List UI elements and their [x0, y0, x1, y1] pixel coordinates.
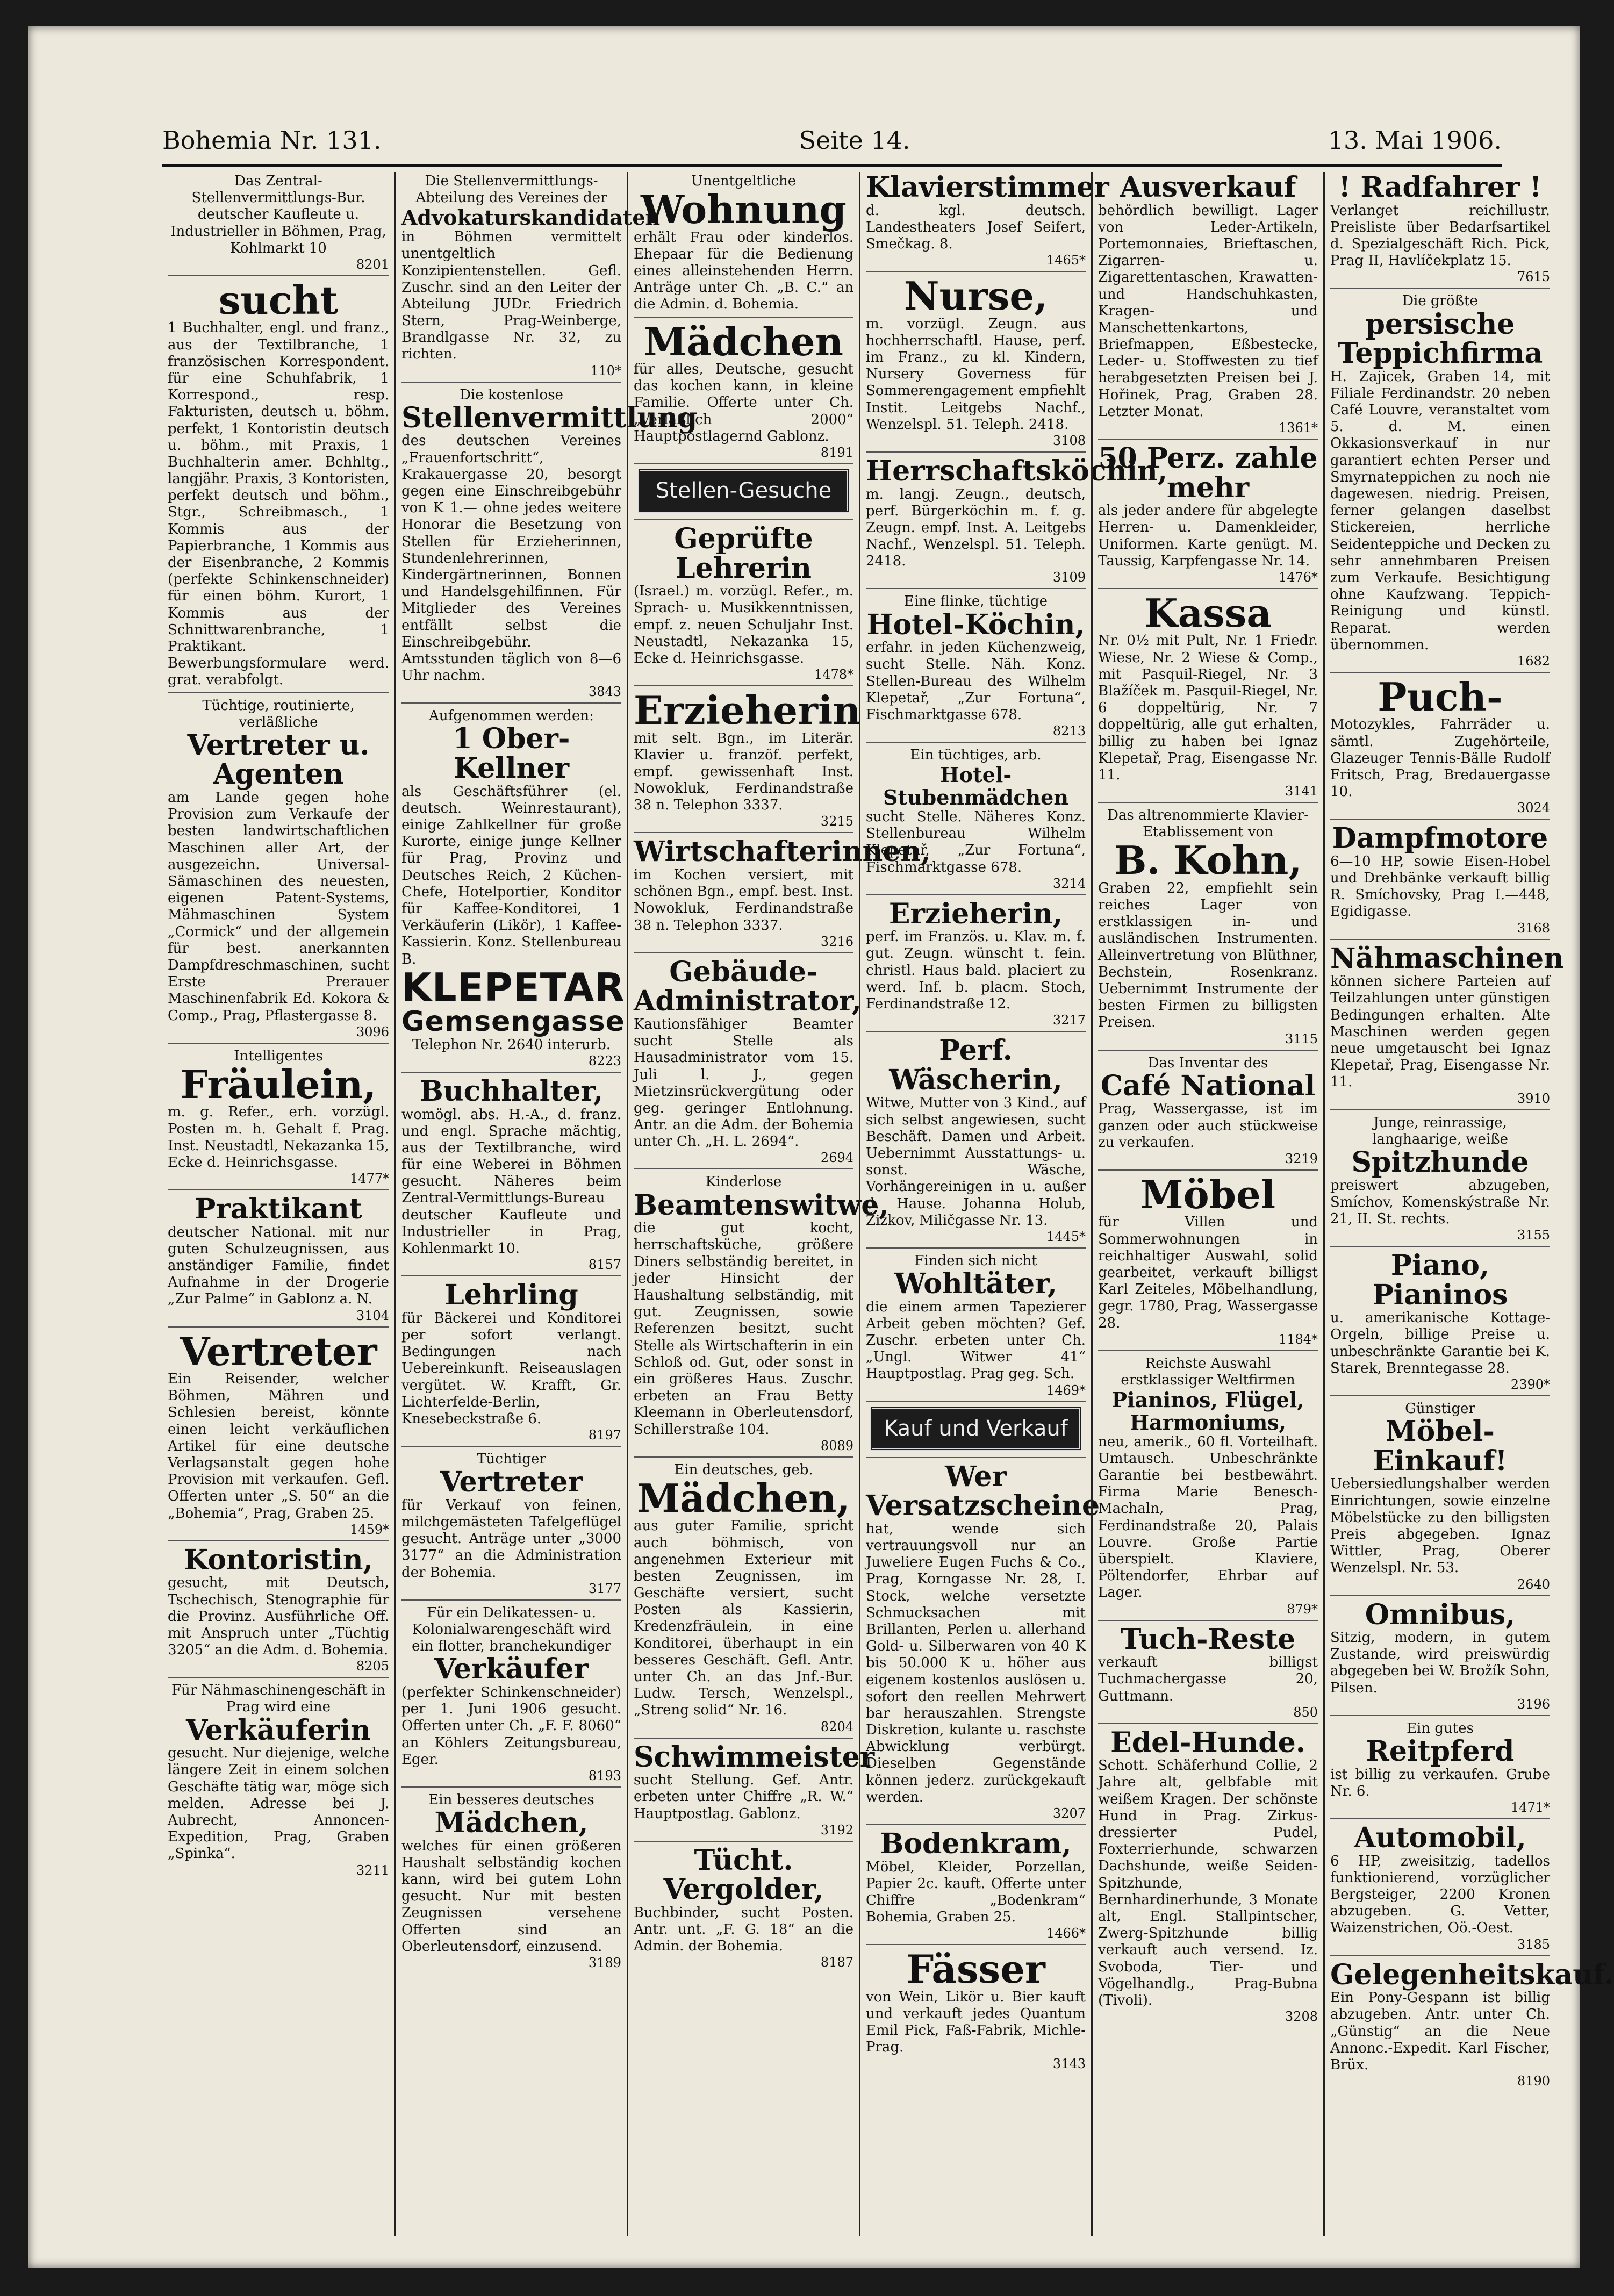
classified-ad [1098, 1055, 1318, 1171]
classified-ad [401, 1281, 621, 1447]
ad-column-2 [394, 172, 698, 2236]
ad-num: 3215 [820, 814, 853, 829]
ad-num: 879* [1287, 1601, 1318, 1617]
classified-ad [866, 1946, 1086, 2074]
ad-column-3 [627, 172, 931, 2236]
classified-ad [1330, 1251, 1550, 1396]
ad-num: 3196 [1517, 1696, 1550, 1712]
ad-num: 8157 [588, 1257, 621, 1273]
ad-h2: Nähmaschinen [1330, 942, 1564, 975]
classified-ad [1098, 807, 1318, 1051]
ad-h2: persische Teppichfirma [1337, 307, 1543, 370]
classified-ad [1098, 590, 1318, 803]
ad-h2: ! Radfahrer ! [1338, 171, 1542, 204]
classified-ad [634, 1740, 875, 1842]
ad-pre: Aufgenommen werden: [429, 708, 594, 724]
ad-body: im Kochen versiert, mit schönen Bgn., empf. best. Inst. Nowokluk, Ferdinandstraße 38 n. Telephon 3337. [634, 867, 853, 934]
ad-h1: Wohnung [641, 186, 847, 233]
ad-h2: Perf. Wäscherin, [889, 1034, 1063, 1096]
ad-body: von Wein, Likör u. Bier kauft und verkauft jedes Quantum Emil Pick, Faß-Fabrik, Michle-Prag. [866, 1989, 1086, 2056]
classified-ad [1330, 293, 1550, 673]
ad-body: Ein Pony-Gespann ist billig abzugeben. Antr. unter Ch. „Günstig“ an die Neue Annonc.-Expedit. Karl Fischer, Brüx. [1330, 1990, 1550, 2073]
ad-body: welches für einen größeren Haushalt selbständig kochen kann, wird bei gutem Lohn gesucht. Nur mit besten Zeugnissen versehene Offerten sind an Oberleutensdorf, einzusend. [401, 1838, 621, 1955]
classified-ad [866, 454, 1167, 590]
ad-pre: Finden sich nicht [914, 1252, 1037, 1269]
ad-h2: 1 Ober-Kellner [453, 722, 570, 785]
ad-body: für alles, Deutsche, gesucht das kochen kann, in kleine Familie. Offerte unter Ch. „Verläßlich 2000“ Hauptpostlagernd Gablonz. [634, 361, 853, 444]
ad-column-5 [1091, 172, 1323, 2236]
ad-num: 3108 [1052, 433, 1086, 448]
ad-h2: Buchhalter, [419, 1074, 604, 1108]
ad-h1: Nurse, [903, 273, 1048, 319]
ad-num: 3141 [1285, 784, 1318, 799]
ad-h2: Wer Versatzscheine [866, 1460, 1100, 1523]
ad-body: für Bäckerei und Konditorei per sofort verlangt. Bedingungen nach Uebereinkunft. Reiseauslagen vergütet. W. Krafft, Gr. Lichterfelde-Berlin, Knesebeckstraße 6. [401, 1310, 621, 1427]
ad-h2: 50 Perz. zahle mehr [1098, 442, 1318, 504]
ad-h2: Tuch-Reste [1120, 1623, 1296, 1656]
page-number: Seite 14. [799, 126, 910, 155]
classified-ad [168, 1195, 389, 1328]
ad-pre: Für Nähmaschinengeschäft in Prag wird eine [171, 1682, 386, 1716]
classified-ad [1330, 1821, 1550, 1956]
ad-body: gesucht, mit Deutsch, Tschechisch, Stenographie für die Provinz. Ausführliche Off. mit Anspruch unter „Tüchtig 3205“ an die Adm. d. Bohemia. [168, 1575, 389, 1659]
ad-num: 1459* [349, 1522, 389, 1537]
ad-body: m. langj. Zeugn., deutsch, perf. Bürgerköchin m. f. g. Zeugn. empf. Inst. A. Leitgebs Nachf., Wenzelspl. 51. Teleph. 2418. [866, 486, 1086, 570]
classified-ad [168, 1048, 389, 1190]
ad-pre: Günstiger [1405, 1401, 1475, 1417]
ad-h2: Automobil, [1354, 1821, 1526, 1854]
classified-ad [866, 593, 1086, 743]
ad-h1: Erzieherin [634, 687, 861, 734]
classified-ad [866, 747, 1086, 895]
ad-body: preiswert abzugeben, Smíchov, Komenskýstraße Nr. 21, II. St. rechts. [1330, 1177, 1550, 1227]
ad-pre: Eine flinke, tüchtige [903, 593, 1048, 610]
ad-h2: Stellenvermittlung [401, 401, 698, 434]
ad-pre: Tüchtiger [477, 1451, 546, 1468]
ad-pre: Junge, reinrassige, langhaarige, weiße [1372, 1114, 1508, 1147]
ad-body: gesucht. Nur diejenige, welche längere Zeit in einem solchen Geschäfte tätig war, möge sich melden. Adresse bei J. Aubrecht, Annoncen-Expedition, Prag, Graben „Spinka“. [168, 1745, 389, 1862]
ad-num: 1471* [1510, 1800, 1550, 1815]
ad-num: 8191 [820, 444, 853, 460]
ad-tail: Telephon Nr. 2640 interurb. [412, 1036, 611, 1053]
classified-columns [162, 171, 1614, 2236]
ad-body: als Geschäftsführer (el. deutsch. Weinrestaurant), einige Zahlkellner für große Kurorte, einige junge Kellner für Prag, Provinz und Deutsches Reich, 2 Küchen-Chefe, Hotelportier, Konditor für Kaffee-Konditorei, 1 Verkäuferin (Likör), 1 Kaffee-Kassierin. Konz. Stellenbureau B. [401, 783, 621, 967]
ad-body: 6—10 HP, sowie Eisen-Hobel und Drehbänke verkauft billig R. Smíchovsky, Prag I.—448, Egidigasse. [1330, 853, 1550, 920]
ad-num: 8089 [820, 1438, 853, 1453]
newspaper-page [28, 26, 1614, 2268]
ad-pre: Kinderlose [705, 1174, 782, 1190]
ad-body: Graben 22, empfiehlt sein reiches Lager von erstklassigen in- und ausländischen Instrumenten. Alleinvertretung von Blüthner, Bechstein, Rosenkranz. Uebernimmt Instrumente der besten Firmen zu billigsten Preisen. [1098, 880, 1318, 1031]
classified-ad [401, 1451, 621, 1601]
ad-num: 8204 [820, 1719, 853, 1734]
page-header [162, 121, 1502, 159]
classified-ad [866, 1253, 1086, 1402]
ad-num: 3189 [588, 1955, 621, 1971]
ad-h2: Dampfmotore [1332, 822, 1548, 855]
classified-ad [866, 1829, 1086, 1945]
classified-ad [401, 1074, 621, 1276]
classified-ad [1330, 942, 1564, 1110]
ad-num: 8193 [588, 1768, 621, 1783]
classified-ad [634, 1174, 889, 1457]
ad-body: Möbel, Kleider, Porzellan, Papier 2c. kauft. Offerte unter Chiffre „Bodenkram“ Bohemia, Graben 25. [866, 1859, 1086, 1926]
ad-h2: Geprüfte Lehrerin [674, 522, 813, 585]
classified-ad [634, 1462, 853, 1739]
ad-body: für Verkauf von feinen, milchgemästeten Tafelgeflügel gesucht. Anträge unter „3000 3177“ an die Administration der Bohemia. [401, 1497, 621, 1581]
ad-num: 3155 [1517, 1228, 1550, 1243]
ad-pre: Für ein Delikatessen- u. Kolonialwarengeschäft wird ein flotter, branchekundiger [412, 1604, 611, 1655]
ad-pre: Unentgeltliche [691, 173, 797, 189]
classified-ad [168, 1328, 389, 1541]
classified-ad [634, 173, 853, 318]
ad-num: 1477* [349, 1171, 389, 1187]
classified-ad [168, 277, 389, 693]
ad-h2: Gelegenheitskauf. [1330, 1958, 1614, 1991]
ad-h3: Pianinos, Flügel, Harmoniums, [1111, 1388, 1304, 1434]
ad-body: Ein Reisender, welcher Böhmen, Mähren und Schlesien bereist, könnte einen leicht verkäuflichen Artikel für eine deutsche Verlagsanstalt gegen hohe Provision mit verkaufen. Gefl. Offerten unter „S. 50“ an die „Bohemia“, Prag, Graben 25. [168, 1371, 389, 1522]
ad-h2: Praktikant [195, 1193, 362, 1226]
ad-h2: Erzieherin, [888, 897, 1063, 930]
ad-num: 110* [590, 363, 621, 378]
ad-h2: Gebäude-Administrator, [634, 955, 862, 1018]
ad-body: Nr. 0½ mit Pult, Nr. 1 Friedr. Wiese, Nr. 2 Wiese & Comp., mit Pasquil-Riegel, Nr. 3 Blažíček m. Pasquil-Riegel, Nr. 6 doppeltürig, Nr. 7 doppeltürig, alle gut erhalten, billig zu haben bei Ignaz Klepetař, Prag, Eisengasse Nr. 11. [1098, 633, 1318, 783]
ad-body: m. g. Refer., erh. vorzügl. Posten m. h. Gehalt f. Prag. Inst. Neustadtl, Nekazanka 15, Ecke d. Heinrichsgasse. [168, 1104, 389, 1171]
ad-body: erhält Frau oder kinderlos. Ehepaar für die Bedienung eines alleinstehenden Herrn. Anträge unter Ch. „B. C.“ an die Admin. d. Bohemia. [634, 229, 853, 313]
issue-number: Bohemia Nr. 131. [162, 126, 382, 155]
ad-h2: Mädchen, [434, 1806, 589, 1840]
ad-body: Prag, Wassergasse, ist im ganzen oder auch stückweise zu verkaufen. [1098, 1101, 1318, 1151]
ad-body: Schott. Schäferhund Collie, 2 Jahre alt, gelbfable mit weißem Kragen. Der schönste Hund in Prag. Zirkus-dressierter Pudel, Foxterrierhunde, schwarzen Dachshunde, weiße Seiden-Spitzhunde, Bernhardinerhunde, 3 Monate alt, Engl. Stallpintscher, Zwerg-Spitzhunde billig verkauft auch versend. Iz. Svoboda, Tier- und Vögelhandlg., Prag-Bubna (Tivoli). [1098, 1757, 1318, 2008]
ad-pre: Reichste Auswahl erstklassiger Weltfirmen [1121, 1355, 1295, 1388]
ad-num: 1682 [1517, 653, 1550, 669]
ad-num: 3109 [1052, 570, 1086, 585]
ad-pre: Tüchtige, routinierte, verläßliche [202, 697, 355, 730]
classified-ad [634, 469, 853, 520]
classified-ad [866, 273, 1086, 453]
ad-body: deutscher National. mit nur guten Schulzeugnissen, aus anständiger Familie, findet Aufnahme in der Drogerie „Zur Palme“ in Gablonz a. N. [168, 1224, 389, 1308]
ad-num: 3216 [820, 934, 853, 949]
ad-num: 1466* [1046, 1926, 1086, 1941]
ad-h2: Schwimmeister [634, 1740, 875, 1774]
ad-body: verkauft billigst Tuchmachergasse 20, Guttmann. [1098, 1654, 1318, 1704]
classified-ad [401, 173, 661, 383]
ad-num: 1478* [814, 667, 853, 683]
ad-num: 8223 [588, 1053, 621, 1068]
ad-h2: Beamtenswitwe, [634, 1188, 889, 1222]
ad-h2: Möbel-Einkauf! [1373, 1415, 1508, 1477]
ad-h1b: KLEPETAR [401, 964, 625, 1010]
ad-h2: Café National [1100, 1069, 1316, 1102]
ad-num: 3192 [820, 1822, 853, 1838]
classified-ad [634, 835, 931, 953]
ad-num: 3217 [1052, 1013, 1086, 1028]
ad-num: 3185 [1517, 1936, 1550, 1952]
ad-column-1 [162, 172, 394, 2236]
ad-body: (Israel.) m. vorzügl. Refer., m. Sprach- u. Musikkenntnissen, empf. z. neuen Schuljahr Inst. Neustadtl, Nekazanka 15, Ecke d. Heinrichsgasse. [634, 583, 853, 666]
ad-num: 3910 [1517, 1090, 1550, 1106]
ad-body: womögl. abs. H.-A., d. franz. und engl. Sprache mächtig, aus der Textilbranche, wird für eine Weberei in Böhmen gesucht. Näheres beim Zentral-Vermittlungs-Bureau deutscher Kaufleute und Industrieller in Prag, Kohlenmarkt 10. [401, 1106, 621, 1257]
ad-pre: Ein besseres deutsches [428, 1791, 594, 1808]
classified-ad [866, 897, 1086, 1032]
classified-ad [1330, 173, 1550, 289]
ad-h2: Ausverkauf [1120, 171, 1296, 204]
classified-ad [168, 1543, 389, 1678]
classified-ad [866, 1036, 1086, 1249]
ad-num: 1361* [1278, 420, 1318, 436]
classified-ad [634, 1843, 853, 1974]
ad-num: 1469* [1046, 1382, 1086, 1398]
ad-num: 3843 [588, 684, 621, 700]
classified-ad [1098, 1171, 1318, 1351]
ad-num: 3219 [1285, 1151, 1318, 1166]
classified-ad [401, 1605, 621, 1788]
ad-num: 8205 [356, 1659, 389, 1674]
ad-body: Kautionsfähiger Beamter sucht Stelle als Hausadministrator vom 15. Juli l. J., gegen Mietzinsrückvergütung oder geg. geringer Entlohnung. Antr. an die Adm. der Bohemia unter Ch. „H. L. 2694“. [634, 1016, 853, 1150]
ad-pre: Die Stellenvermittlungs-Abteilung des Vereines der [415, 173, 607, 206]
classified-ad [1330, 1720, 1550, 1819]
ad-body: aus guter Familie, spricht auch böhmisch, von angenehmen Exterieur mit besten Zeugnissen, im Geschäfte versiert, sucht Posten als Kassierin, Kredenzfräulein, in eine Konditorei, überhaupt in ein besseres Geschäft. Gefl. Antr. unter Ch. an das Jnf.-Bur. Ludw. Tersch, Wenzelspl., „Streng solid“ Nr. 16. [634, 1518, 853, 1719]
ad-num: 3115 [1285, 1031, 1318, 1046]
ad-body: die gut kocht, herrschaftsküche, größere Diners selbständig bereitet, in jeder Hinsicht der Haushaltung selbständig, mit gut. Zeugnissen, sowie Referenzen besitzt, sucht Stelle als Wirtschafterin in ein Schloß od. Gut, oder sonst in ein größeres Haus. Zuschr. erbeten an Frau Betty Kleemann in Oberleutensdorf, Schillerstraße 104. [634, 1220, 853, 1438]
ad-h1: Mädchen [643, 318, 844, 364]
ad-h2: Wirtschafterinnen, [634, 835, 931, 869]
classified-ad [1330, 1958, 1614, 2092]
ad-num: 8197 [588, 1427, 621, 1443]
ad-body: sucht Stelle. Näheres Konz. Stellenbureau Wilhelm Klepetař, „Zur Fortuna“, Fischmarktgasse 678. [866, 808, 1086, 876]
ad-pre: Das Zentral-Stellenvermittlungs-Bur. deutscher Kaufleute u. Industrieller in Böhmen, Prag, Kohlmarkt 10 [170, 173, 386, 256]
classified-ad [1330, 1115, 1550, 1247]
ad-pre: Das altrenommierte Klavier-Etablissement von [1107, 807, 1309, 841]
ad-num: 3096 [356, 1024, 389, 1039]
classified-ad [1098, 173, 1318, 440]
ad-h1: Fräulein, [180, 1061, 377, 1107]
ad-body: für Villen und Sommerwohnungen in reichhaltiger Auswahl, solid gearbeitet, verkauft billigst Karl Zeiteles, Möbelhandlung, gegr. 1780, Prag, Wassergasse 28. [1098, 1214, 1318, 1331]
ad-body: perf. im Französ. u. Klav. m. f. gut. Zeugn. wünscht t. fein. christl. Haus bald. placiert zu werd. Inf. b. placm. Stoch, Ferdinandstraße 12. [866, 929, 1086, 1013]
ad-num: 2390* [1510, 1377, 1550, 1392]
ad-body: Verlanget reichillustr. Preisliste über Bedarfsartikel d. Spezialgeschäft Rich. Pick, Prag II, Havlíčekplatz 15. [1330, 202, 1550, 269]
classified-ad [1330, 673, 1550, 820]
ad-num: 3207 [1052, 1806, 1086, 1821]
ad-h2: Reitpferd [1366, 1735, 1515, 1768]
ad-num: 3211 [356, 1862, 389, 1878]
ad-body: sucht Stellung. Gef. Antr. erbeten unter Chiffre „R. W.“ Hauptpostlag. Gablonz. [634, 1772, 853, 1822]
ad-num: 3177 [588, 1581, 621, 1596]
classified-ad [168, 698, 389, 1044]
classified-ad [866, 1460, 1100, 1825]
ad-body: 6 HP, zweisitzig, tadellos funktionierend, vorzüglicher Bergsteiger, 2200 Kronen abzugeben. G. Vetter, Waizenstrichen, Oö.-Oest. [1330, 1853, 1550, 1936]
classified-ad [634, 687, 861, 833]
classified-ad [168, 173, 389, 276]
ad-column-4 [859, 171, 1167, 2236]
ad-body: mit selt. Bgn., im Literär. Klavier u. franzöf. perfekt, empf. gewissenhaft Inst. Nowokluk, Ferdinandstraße 38 n. Telephon 3337. [634, 730, 853, 814]
ad-num: 1465* [1046, 253, 1086, 268]
ad-h2: Piano, Pianinos [1372, 1249, 1508, 1311]
classified-ad [1098, 1355, 1318, 1621]
ad-body: d. kgl. deutsch. Landestheaters Josef Seifert, Smečkag. 8. [866, 202, 1086, 252]
classified-ad [1330, 1401, 1550, 1596]
ad-num: 1476* [1278, 569, 1318, 585]
ad-body: Uebersiedlungshalber werden Einrichtungen, sowie einzelne Möbelstücke zu den billigsten Preis abgegeben. Ignaz Wittler, Prag, Oberer Wenzelspl. Nr. 53. [1330, 1476, 1550, 1576]
ad-body: am Lande gegen hohe Provision zum Verkaufe der besten landwirtschaftlichen Maschinen aller Art, der ausgezeichn. Universal-Sämaschinen des neuesten, eigenen Patent-Systems, Mähmaschinen System „Cormick“ und der allgemein für best. anerkannten Dampfdreschmaschinen, sucht Erste Prerauer Maschinenfabrik Ed. Kokora & Comp., Prag, Pflastergasse 8. [168, 790, 389, 1024]
ad-h2: Vertreter u. Agenten [187, 728, 370, 791]
ad-h3: Advokaturskandidaten [401, 205, 661, 230]
ad-h2: Verkäuferin [186, 1713, 371, 1747]
ad-body: können sichere Parteien auf Teilzahlungen unter günstigen Bedingungen erhalten. Alte Maschinen werden gegen neue umgetauscht bei Ignaz Klepetař, Prag, Eisengasse Nr. 11. [1330, 973, 1550, 1090]
ad-h1: Mädchen, [637, 1475, 850, 1521]
ad-num: 8187 [820, 1955, 853, 1970]
ad-h2: Spitzhunde [1351, 1145, 1529, 1179]
ad-h1: sucht [218, 277, 339, 323]
ad-h2: Verkäufer [434, 1653, 589, 1686]
ad-body: H. Zajicek, Graben 14, mit Filiale Ferdinandstr. 20 neben Café Louvre, veranstaltet vom 5. d. M. einen Okkasionsverkauf in nur garantiert echten Perser und Smyrnateppichen zu noch nie dagewesen. niedrig. Preisen, ferner gelangen daselbst Stickereien, herrliche Seidenteppiche und Decken zu sehr annehmbaren Preisen zum Verkaufe. Besichtigung ohne Kaufzwang. Teppich-Reinigung und künstl. Reparat. werden übernommen. [1330, 368, 1550, 653]
ad-pre: Ein gutes [1407, 1720, 1474, 1737]
ad-body: m. vorzügl. Zeugn. aus hochherrschaftl. Hause, perf. im Franz., zu kl. Kindern, Nursery Governess für Sommerengagement empfiehlt Instit. Leitgebs Nachf., Wenzelspl. 51. Teleph. 2418. [866, 315, 1086, 433]
ad-num: 2694 [820, 1150, 853, 1166]
ad-pre: Das Inventar des [1147, 1054, 1268, 1071]
ad-h1: B. Kohn, [1114, 837, 1302, 884]
ad-body: Sitzig, modern, in gutem Zustande, wird preiswürdig abgegeben bei W. Brožík Sohn, Pilsen. [1330, 1630, 1551, 1696]
issue-date: 13. Mai 1906. [1328, 126, 1502, 155]
ad-body: des deutschen Vereines „Frauenfortschritt“, Krakauergasse 20, besorgt gegen eine Einschreibgebühr von K 1.— ohne jedes weitere Honorar die Besetzung von Stellen für Erzieherinnen, Stundenlehrerinnen, Kindergärtnerinnen, Bonnen und Handelsgehilfinnen. Für Mitglieder des Vereines entfällt selbst die Einschreibgebühr. Amtsstunden täglich von 8—6 Uhr nachm. [401, 433, 621, 684]
ad-body: Buchbinder, sucht Posten. Antr. unt. „F. G. 18“ an die Admin. der Bohemia. [634, 1904, 853, 1955]
ad-pre: Die größte [1402, 293, 1478, 310]
ad-pre: Die kostenlose [460, 386, 563, 403]
classified-ad [1098, 444, 1318, 589]
ad-body: als jeder andere für abgelegte Herren- u. Damenkleider, Uniformen. Karte genügt. M. Taussig, Karpfengasse Nr. 14. [1098, 503, 1318, 569]
classified-ad [1098, 1625, 1318, 1724]
classified-ad [401, 386, 698, 704]
ad-num: 8190 [1517, 2073, 1550, 2089]
ad-num: 8213 [1052, 723, 1086, 739]
ad-body: (perfekter Schinkenschneider) per 1. Juni 1906 gesucht. Offerten unter Ch. „F. F. 8060“ an Köhlers Zeitungsbureau, Eger. [401, 1684, 621, 1768]
classified-ad [634, 955, 862, 1170]
ad-h2: Wohltäter, [894, 1267, 1057, 1301]
ad-num: 3143 [1052, 2056, 1086, 2071]
ad-h1: Puch- [1378, 673, 1503, 720]
ad-num: 850 [1293, 1704, 1318, 1720]
ad-h2: Kontoristin, [184, 1543, 373, 1576]
classified-ad [401, 1792, 621, 1974]
ad-body: ist billig zu verkaufen. Grube Nr. 6. [1330, 1766, 1550, 1799]
ad-h2: Lehrling [444, 1279, 578, 1312]
ad-h2b: Gemsengasse [401, 1006, 625, 1038]
classified-ad [1098, 1728, 1318, 2027]
ad-num: 2640 [1517, 1576, 1550, 1592]
ad-num: 3024 [1517, 800, 1550, 816]
ad-h2: Bodenkram, [880, 1827, 1072, 1860]
classified-ad [168, 1682, 389, 1881]
ad-boxed: Stellen-Gesuche [638, 469, 849, 513]
ad-num: 3104 [356, 1308, 389, 1323]
classified-ad [401, 708, 625, 1073]
ad-body: Motozykles, Fahrräder u. sämtl. Zugehörteile, Glazeuger Tennis-Bälle Rudolf Fritsch, Prag, Bredauergasse 10. [1330, 716, 1550, 800]
ad-num: 3214 [1052, 876, 1086, 891]
ad-h1: Fässer [906, 1946, 1045, 1992]
ad-body: erfahr. in jeden Küchenzweig, sucht Stelle. Näh. Konz. Stellen-Bureau des Wilhelm Klepetař, „Zur Fortuna“, Fischmarktgasse 678. [866, 640, 1086, 723]
ad-body: die einem armen Tapezierer Arbeit geben möchten? Gef. Zuschr. erbeten unter Ch. „Ungl. Witwer 41“ Hauptpostlag. Prag geg. Sch. [866, 1298, 1086, 1382]
ad-num: 7615 [1517, 269, 1550, 285]
ad-pre: Ein deutsches, geb. [674, 1461, 813, 1478]
ad-pre: Intelligentes [234, 1047, 323, 1064]
ad-num: 1184* [1278, 1331, 1318, 1347]
classified-ad [634, 318, 853, 464]
ad-body: Witwe, Mutter von 3 Kind., auf sich selbst angewiesen, sucht Beschäft. Damen und Arbeit. Uebernimmt Ausstattungs- u. sonst. Wäsche, Vorhängereinigen in u. außer d. Hause. Johanna Holub, Žižkov, Miličgasse Nr. 13. [866, 1095, 1086, 1229]
ad-column-6 [1323, 171, 1614, 2236]
classified-ad [866, 1407, 1086, 1458]
ad-h2: Tücht. Vergolder, [663, 1843, 824, 1906]
ad-h2: Vertreter [440, 1466, 583, 1499]
ad-h1: Vertreter [180, 1328, 377, 1374]
classified-ad [866, 171, 1109, 272]
ad-h3: Hotel-Stubenmädchen [883, 763, 1068, 810]
ad-body: in Böhmen vermittelt unentgeltlich Konzipientenstellen. Gefl. Zuschr. sind an den Leiter der Abteilung JUDr. Friedrich Stern, Prag-Weinberge, Brandlgasse Nr. 32, zu richten. [401, 229, 621, 363]
classified-ad [1330, 1598, 1551, 1716]
header-rule [162, 164, 1502, 167]
classified-ad [634, 522, 853, 686]
ad-body: u. amerikanische Kottage-Orgeln, billige Preise u. unbeschränkte Garantie bei K. Starek, Brenntegasse 28. [1330, 1310, 1550, 1376]
ad-body: hat, wende sich vertrauungsvoll nur an Juweliere Eugen Fuchs & Co., Prag, Korngasse Nr. 28, I. Stock, welche versetzte Schmucksachen mit Brillanten, Perlen u. allerhand Gold- u. Silberwaren von 40 K bis 50.000 K u. höher aus eigenem kostenlos auslösen u. sofort den reellen Mehrwert bar herauszahlen. Strengste Diskretion, kulante u. raschste Abwicklung verbürgt. Dieselben Gegenstände können jederz. zurückgekauft werden. [866, 1520, 1086, 1805]
ad-h2: Klavierstimmer [866, 171, 1109, 204]
ad-body: neu, amerik., 60 fl. Vorteilhaft. Umtausch. Unbeschränkte Garantie bei bestbewährt. Firma Marie Benesch-Machaln, Prag, Ferdinandstraße 20, Palais Louvre. Große Partie überspielt. Klaviere, Pöltendorfer, Ehrbar auf Lager. [1098, 1433, 1318, 1601]
ad-h2: Hotel-Köchin, [866, 608, 1085, 641]
ad-num: 3168 [1517, 920, 1550, 936]
ad-h2: Omnibus, [1365, 1598, 1516, 1631]
ad-h2: Edel-Hunde. [1110, 1726, 1305, 1759]
ad-boxed: Kauf und Verkauf [870, 1407, 1081, 1451]
ad-body: 1 Buchhalter, engl. und franz., aus der Textilbranche, 1 französischen Korrespondent. für eine Schuhfabrik, 1 Korrespond., resp. Fakturisten, deutsch u. böhm. perfekt, 1 Kontoristin deutsch u. böhm., mit Praxis, 1 Buchhalterin amer. Bchhltg., langjähr. Praxis, 3 Kontoristen, perfekt deutsch und böhm., Stgr., Schreibmasch., 1 Kommis aus der Papierbranche, 1 Kommis aus der Eisenbranche, 2 Kommis (perfekte Schinkenschneider) für einen böhm. Kurort, 1 Kommis aus der Schnittwarenbranche, 1 Praktikant. Bewerbungsformulare werd. grat. verabfolgt. [168, 320, 389, 688]
ad-body: behördlich bewilligt. Lager von Leder-Artikeln, Portemonnaies, Brieftaschen, Zigarren- u. Zigarettentaschen, Krawatten- und Handschuhkasten, Kragen- und Manschettenkartons, Briefmappen, Eßbestecke, Leder- u. Stoffwesten zu tief herabgesetzten Preisen bei J. Hořinek, Prag, Graben 28. Letzter Monat. [1098, 202, 1318, 420]
ad-num: 8201 [356, 256, 389, 272]
ad-h1: Möbel [1140, 1171, 1276, 1217]
ad-pre: Ein tüchtiges, arb. [910, 747, 1042, 764]
ad-h1: Kassa [1144, 590, 1272, 636]
ad-num: 3208 [1285, 2009, 1318, 2025]
ad-num: 1445* [1046, 1229, 1086, 1244]
ad-h2: Herrschaftsköchin, [866, 454, 1167, 487]
classified-ad [1330, 824, 1550, 939]
